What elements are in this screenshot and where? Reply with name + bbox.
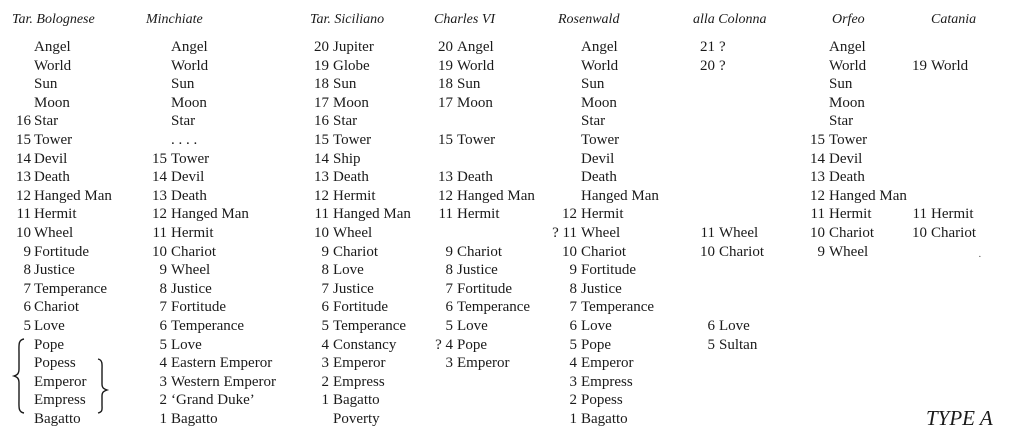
trump-name: Hanged Man [457, 187, 535, 204]
trump-name: Hanged Man [829, 187, 907, 204]
trump-number: 19 [438, 57, 453, 74]
trump-name: Temperance [581, 299, 655, 316]
trump-number: 11 [810, 206, 825, 223]
trump-number: 5 [569, 336, 577, 353]
trump-number: ? 11 [552, 225, 577, 241]
trump-name: Justice [171, 280, 212, 297]
trump-name: Fortitude [581, 262, 636, 279]
trump-name: Devil [581, 150, 615, 167]
trump-name: Chariot [333, 243, 378, 260]
trump-number: 8 [321, 262, 329, 279]
trump-name: Emperor [457, 355, 510, 372]
trump-number: 20 [700, 57, 715, 74]
trump-name: Fortitude [457, 280, 512, 297]
trump-number: 7 [445, 280, 453, 297]
trump-number: 6 [321, 299, 329, 316]
trump-name: Hermit [581, 206, 624, 223]
trump-name: Tower [457, 132, 496, 148]
trump-number: 2 [321, 373, 329, 390]
list-item [0, 224, 1024, 243]
trump-number: 9 [445, 243, 453, 260]
trump-name: Angel [171, 39, 208, 55]
trump-name: Poverty [333, 411, 380, 427]
column-title: Rosenwald [558, 12, 620, 27]
trump-number: 6 [445, 299, 453, 316]
trump-name: Tower [829, 132, 868, 148]
trump-number: 12 [438, 187, 453, 204]
trump-number: 14 [314, 150, 329, 167]
trump-number: 9 [569, 262, 577, 279]
trump-name: Justice [457, 262, 498, 279]
trump-name: Star [171, 113, 196, 130]
trump-name: Hanged Man [34, 187, 112, 204]
trump-name: Tower [171, 150, 210, 167]
trump-number: 3 [445, 355, 453, 372]
trump-name: Wheel [719, 225, 759, 241]
trump-name: . . . . [171, 132, 198, 148]
column-title: Minchiate [146, 12, 203, 27]
trump-number: 17 [314, 94, 329, 111]
trump-name: Sun [581, 76, 605, 93]
list-item [0, 317, 1024, 336]
trump-name: Popess [581, 392, 623, 409]
trump-name: Sun [171, 76, 195, 93]
trump-number: 6 [159, 318, 167, 334]
trump-name: Chariot [34, 299, 79, 316]
list-item [0, 280, 1024, 299]
trump-number: 15 [314, 132, 329, 148]
trump-name: Globe [333, 57, 370, 74]
trump-number: 12 [314, 187, 329, 204]
trump-number: 11 [912, 206, 927, 223]
trump-name: World [457, 57, 495, 74]
trump-name: Hermit [333, 187, 376, 204]
list-item [0, 354, 1024, 373]
trump-number: 1 [569, 411, 577, 427]
trump-name: World [931, 57, 969, 74]
trump-number: 6 [23, 299, 31, 316]
trump-number: 3 [569, 373, 577, 390]
list-item [0, 187, 1024, 206]
trump-name: Moon [457, 94, 493, 111]
trump-name: Emperor [581, 355, 634, 372]
trump-name: Popess [34, 355, 76, 372]
trump-number: 1 [321, 392, 329, 409]
trump-name: Chariot [171, 243, 216, 260]
trump-name: Fortitude [333, 299, 388, 316]
list-item [0, 261, 1024, 280]
trump-number: 20 [314, 39, 329, 55]
trump-number: 7 [159, 299, 167, 316]
trump-name: ? [719, 39, 726, 55]
trump-name: Chariot [719, 243, 764, 260]
list-item [0, 391, 1024, 410]
trump-name: Hermit [34, 206, 77, 223]
trump-number: 11 [314, 206, 329, 223]
trump-name: Pope [581, 336, 611, 353]
trump-name: Sun [457, 76, 481, 93]
trump-number: 13 [438, 169, 453, 186]
column-title: Catania [931, 12, 977, 27]
trump-name: Death [829, 169, 865, 186]
trump-number: 12 [810, 187, 825, 204]
trump-name: Moon [34, 94, 70, 111]
trump-number: 14 [152, 169, 167, 186]
trump-number: 3 [159, 373, 167, 390]
column-title: alla Colonna [693, 12, 767, 27]
trump-number: 5 [23, 318, 31, 334]
list-item [0, 243, 1024, 262]
trump-name: Star [829, 113, 854, 130]
trump-number: 4 [321, 336, 329, 353]
column-title: Charles VI [434, 12, 496, 27]
trump-name: Justice [333, 280, 374, 297]
print-speck: · [978, 251, 982, 263]
trump-name: Pope [34, 336, 64, 353]
trump-number: 13 [16, 169, 31, 186]
trump-name: Western Emperor [171, 373, 276, 390]
trump-number: 10 [912, 225, 927, 241]
column-title: Tar. Bolognese [12, 12, 95, 27]
trump-name: Death [34, 169, 70, 186]
list-item [0, 298, 1024, 317]
trump-name: Death [581, 169, 617, 186]
trump-name: Star [34, 113, 59, 130]
trump-name: Love [719, 318, 750, 334]
trump-name: Wheel [829, 243, 869, 260]
trump-name: Wheel [581, 225, 621, 241]
trump-name: Jupiter [333, 39, 374, 55]
trump-name: Wheel [171, 262, 211, 279]
trump-number: 9 [159, 262, 167, 279]
trump-number: 7 [23, 280, 31, 297]
trump-name: Love [457, 318, 488, 334]
trump-number: 10 [16, 225, 31, 241]
list-item [0, 205, 1024, 224]
trump-number: 9 [321, 243, 329, 260]
trump-number: 12 [562, 206, 577, 223]
trump-number: 20 [438, 39, 453, 55]
trump-name: Hanged Man [581, 187, 659, 204]
list-item [0, 168, 1024, 187]
trump-number: 1 [159, 411, 167, 427]
trump-number: 16 [314, 113, 329, 130]
trump-number: 16 [16, 113, 31, 130]
trump-name: Devil [171, 169, 205, 186]
trump-number: 5 [445, 318, 453, 334]
list-item [0, 336, 1024, 355]
trump-number: 12 [16, 187, 31, 204]
trump-name: Devil [829, 150, 863, 167]
column-title: Tar. Siciliano [310, 12, 385, 27]
trump-name: World [581, 57, 619, 74]
trump-name: Hermit [457, 206, 500, 223]
trump-name: Emperor [34, 373, 87, 390]
trump-number: 11 [16, 206, 31, 223]
trump-number: 14 [16, 150, 31, 167]
trump-number: 2 [569, 392, 577, 409]
trump-number: 9 [817, 243, 825, 260]
trump-name: Temperance [457, 299, 531, 316]
trump-name: Star [333, 113, 358, 130]
trump-number: 19 [912, 57, 927, 74]
list-item [0, 57, 1024, 76]
trump-name: Hanged Man [171, 206, 249, 223]
trump-name: Moon [829, 94, 865, 111]
list-item [0, 75, 1024, 94]
list-item [0, 112, 1024, 131]
trump-number: 4 [569, 355, 577, 372]
trump-name: Chariot [457, 243, 502, 260]
trump-number: 13 [314, 169, 329, 186]
trump-name: Bagatto [171, 411, 218, 427]
trump-name: Death [171, 187, 207, 204]
trump-name: Wheel [34, 225, 74, 241]
trump-number: 7 [569, 299, 577, 316]
trump-number: ? 4 [435, 336, 453, 353]
trump-name: Pope [457, 336, 487, 353]
trump-number: 11 [438, 206, 453, 223]
trump-number: 10 [152, 243, 167, 260]
trump-name: Ship [333, 150, 361, 167]
list-item [0, 373, 1024, 392]
trump-name: Angel [829, 39, 866, 55]
trump-name: Chariot [581, 243, 626, 260]
trump-name: Empress [333, 373, 385, 390]
list-item [0, 94, 1024, 113]
trump-number: 13 [810, 169, 825, 186]
trump-number: 8 [23, 262, 31, 279]
trump-name: Moon [171, 94, 207, 111]
trump-name: World [34, 57, 72, 74]
trump-number: 10 [314, 225, 329, 241]
trump-number: 10 [562, 243, 577, 260]
trump-number: 7 [321, 280, 329, 297]
trump-number: 8 [159, 280, 167, 297]
trump-number: 12 [152, 206, 167, 223]
trump-number: 8 [569, 280, 577, 297]
trump-name: Tower [333, 132, 372, 148]
trump-number: 5 [707, 336, 715, 353]
list-item [0, 38, 1024, 57]
trump-name: Devil [34, 150, 68, 167]
trump-name: Empress [34, 392, 86, 409]
trump-number: 14 [810, 150, 825, 167]
trump-name: Death [457, 169, 493, 186]
trump-name: Tower [581, 132, 620, 148]
trump-name: Love [581, 318, 612, 334]
trump-number: 10 [810, 225, 825, 241]
trump-number: 15 [16, 132, 31, 148]
trump-number: 6 [569, 318, 577, 334]
trump-number: 11 [700, 225, 715, 241]
trump-number: 15 [810, 132, 825, 148]
trump-name: Empress [581, 373, 633, 390]
trump-name: ‘Grand Duke’ [171, 392, 255, 409]
trump-number: 15 [438, 132, 453, 148]
trump-number: 17 [438, 94, 453, 111]
trump-number: 3 [321, 355, 329, 372]
trump-number: 6 [707, 318, 715, 334]
trump-name: Wheel [333, 225, 373, 241]
trump-name: Chariot [829, 225, 874, 241]
trump-name: Bagatto [581, 411, 628, 427]
trump-number: 2 [159, 392, 167, 409]
trump-number: 18 [438, 76, 453, 93]
trump-name: Constancy [333, 336, 397, 353]
trump-name: Fortitude [171, 299, 226, 316]
column-title: Orfeo [832, 12, 865, 27]
trump-name: Tower [34, 132, 73, 148]
trump-number: 15 [152, 150, 167, 167]
trump-name: Chariot [931, 225, 976, 241]
trump-name: Moon [333, 94, 369, 111]
trump-name: Sun [333, 76, 357, 93]
trump-name: Hermit [931, 206, 974, 223]
trump-number: 5 [321, 318, 329, 334]
trump-number: 5 [159, 336, 167, 353]
trump-name: Sun [34, 76, 58, 93]
list-item [0, 410, 1024, 429]
trump-number: 8 [445, 262, 453, 279]
trump-name: ? [719, 57, 726, 74]
trump-name: Justice [581, 280, 622, 297]
trump-name: Angel [457, 39, 494, 55]
trump-number: 11 [152, 225, 167, 241]
trump-number: 9 [23, 243, 31, 260]
type-label: TYPE A [926, 406, 993, 430]
list-item [0, 131, 1024, 150]
trump-name: Bagatto [34, 411, 81, 427]
trump-name: Sun [829, 76, 853, 93]
trump-name: Emperor [333, 355, 386, 372]
trump-number: 21 [700, 39, 715, 55]
trump-name: Eastern Emperor [171, 355, 273, 372]
trump-name: Temperance [34, 280, 108, 297]
list-item [0, 150, 1024, 169]
trump-name: Angel [581, 39, 618, 55]
trump-name: Hermit [829, 206, 872, 223]
trump-number: 4 [159, 355, 167, 372]
trump-name: Justice [34, 262, 75, 279]
trump-name: World [171, 57, 209, 74]
trump-name: Death [333, 169, 369, 186]
trump-name: Temperance [333, 318, 407, 334]
trump-name: World [829, 57, 867, 74]
trump-number: 10 [700, 243, 715, 260]
trump-number: 18 [314, 76, 329, 93]
trump-name: Hanged Man [333, 206, 411, 223]
trump-name: Fortitude [34, 243, 89, 260]
trump-name: Love [171, 336, 202, 353]
trump-name: Star [581, 113, 606, 130]
trump-number: 13 [152, 187, 167, 204]
trump-name: Love [34, 318, 65, 334]
trump-name: Hermit [171, 225, 214, 241]
trump-name: Angel [34, 39, 71, 55]
trump-name: Bagatto [333, 392, 380, 409]
trump-name: Sultan [719, 336, 758, 353]
trump-name: Temperance [171, 318, 245, 334]
trump-name: Love [333, 262, 364, 279]
trump-number: 19 [314, 57, 329, 74]
trump-name: Moon [581, 94, 617, 111]
